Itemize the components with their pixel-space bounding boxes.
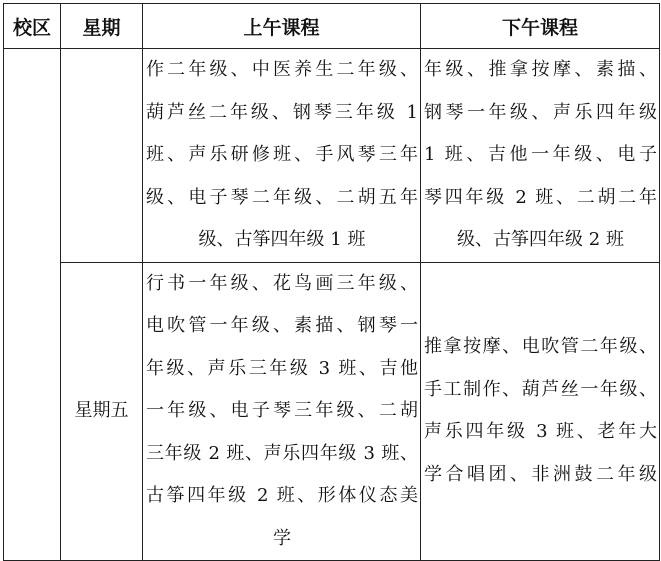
course-line: 级、古筝四年级 1 班 (198, 229, 366, 250)
course-line: 级、电子琴二年级、二胡五年 (146, 186, 418, 208)
course-line: 琴四年级 2 班、二胡二年 (424, 186, 657, 208)
course-line: 推拿按摩、电吹管二年级、 (424, 336, 657, 358)
table-row (4, 262, 660, 561)
table-row (4, 49, 660, 263)
course-line: 古筝四年级 2 班、形体仪态美 (146, 485, 418, 506)
course-line: 一年级、电子琴三年级、二胡 (146, 400, 418, 421)
day-cell: 星期五 (61, 262, 143, 561)
header-pm-courses: 下午课程 (421, 4, 660, 49)
campus-cell (4, 49, 61, 561)
pm-courses-cell (421, 262, 660, 561)
day-cell (61, 49, 143, 263)
course-line: 钢琴一年级、声乐四年级 (424, 101, 657, 123)
am-courses-cell (143, 262, 421, 561)
schedule-table (3, 3, 660, 561)
header-am-courses: 上午课程 (143, 4, 421, 49)
am-courses-cell (143, 49, 421, 263)
course-line: 学 (273, 527, 291, 549)
pm-courses-cell (421, 49, 660, 263)
course-line: 手工制作、葫芦丝一年级、 (424, 378, 657, 400)
course-line: 电吹管一年级、素描、钢琴一 (146, 315, 418, 336)
course-line: 葫芦丝二年级、钢琴三年级 1 (146, 101, 418, 123)
course-line: 行书一年级、花鸟画三年级、 (146, 272, 418, 294)
course-line: 声乐四年级 3 班、老年大 (424, 421, 657, 443)
course-line: 作二年级、中医养生二年级、 (146, 59, 418, 80)
course-line: 1 班、吉他一年级、电子 (424, 144, 657, 165)
header-row (4, 4, 660, 49)
course-line: 班、声乐研修班、手风琴三年 (146, 144, 418, 165)
course-line: 三年级 2 班、声乐四年级 3 班、 (146, 442, 418, 464)
course-line: 学合唱团、非洲鼓二年级 (424, 463, 657, 485)
course-line: 年级、声乐三年级 3 班、吉他 (146, 357, 418, 379)
course-line: 级、古筝四年级 2 班 (457, 229, 624, 250)
header-campus: 校区 (4, 4, 61, 49)
header-day: 星期 (61, 4, 143, 49)
course-line: 年级、推拿按摩、素描、 (424, 59, 657, 80)
